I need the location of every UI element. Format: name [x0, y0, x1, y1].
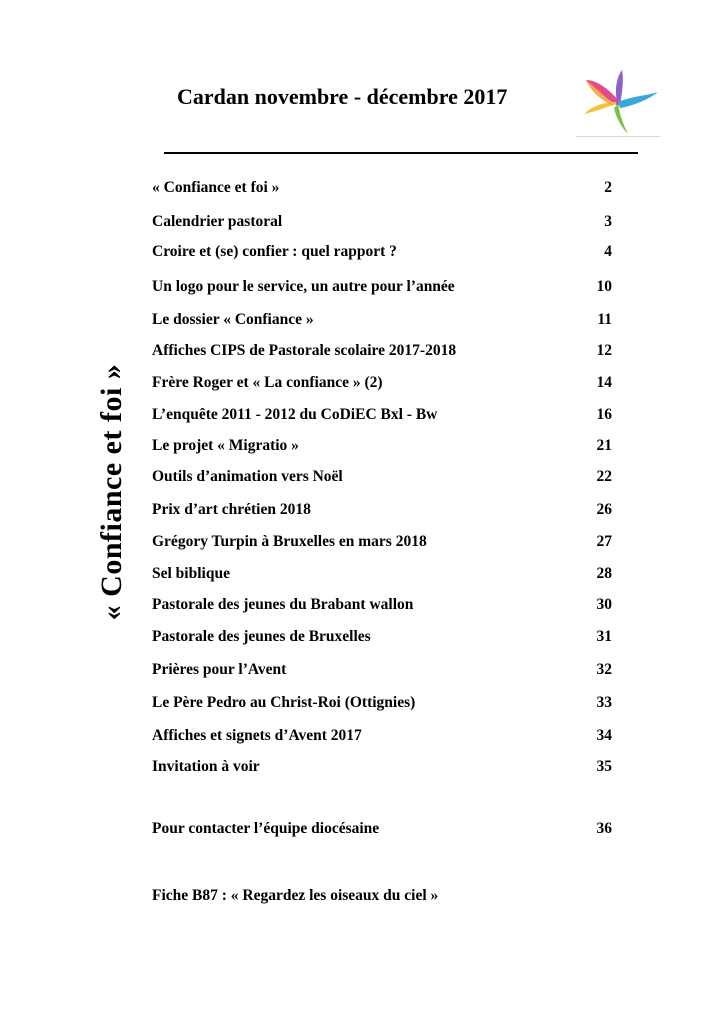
toc-page-number: 31 [596, 628, 612, 645]
toc-item [152, 468, 612, 490]
toc-label: « Confiance et foi » [152, 179, 280, 196]
toc-label: Sel biblique [152, 565, 230, 582]
toc-label: Outils d’animation vers Noël [152, 468, 343, 485]
toc-label: Le dossier « Confiance » [152, 311, 314, 328]
toc-label: Pastorale des jeunes de Bruxelles [152, 628, 371, 645]
toc-page-number: 32 [596, 661, 612, 678]
toc-item [152, 406, 612, 428]
toc-label: Invitation à voir [152, 758, 260, 775]
toc-label: Le projet « Migratio » [152, 437, 299, 454]
toc-item [152, 374, 612, 396]
toc-page-number: 2 [604, 179, 612, 196]
toc-page-number: 12 [596, 342, 612, 359]
toc-label: Prières pour l’Avent [152, 661, 287, 678]
toc-item [152, 179, 612, 201]
header-divider [164, 152, 638, 154]
toc-item [152, 820, 612, 842]
toc-item [152, 565, 612, 587]
toc-page-number: 21 [596, 437, 612, 454]
toc-item [152, 501, 612, 523]
toc-item [152, 243, 612, 265]
toc-page-number: 27 [596, 533, 612, 550]
toc-item [152, 278, 612, 300]
toc-page-number: 22 [596, 468, 612, 485]
toc-item [152, 694, 612, 716]
toc-label: Affiches et signets d’Avent 2017 [152, 727, 362, 744]
toc-item [152, 437, 612, 459]
toc-page-number: 10 [596, 278, 612, 295]
diocesan-cross-logo-icon [574, 66, 660, 138]
toc-page-number: 3 [604, 213, 612, 230]
toc-item [152, 311, 612, 333]
toc-label: Pastorale des jeunes du Brabant wallon [152, 596, 414, 613]
toc-label: Croire et (se) confier : quel rapport ? [152, 243, 397, 260]
toc-label: Le Père Pedro au Christ-Roi (Ottignies) [152, 694, 416, 711]
toc-page-number: 28 [596, 565, 612, 582]
toc-item [152, 628, 612, 650]
toc-page-number: 30 [596, 596, 612, 613]
toc-page-number: 11 [597, 311, 612, 328]
page-title: Cardan novembre - décembre 2017 [177, 84, 508, 109]
toc-item [152, 213, 612, 235]
logo-underline [576, 136, 660, 137]
toc-label: Grégory Turpin à Bruxelles en mars 2018 [152, 533, 427, 550]
toc-page-number: 33 [596, 694, 612, 711]
toc-label: Prix d’art chrétien 2018 [152, 501, 311, 518]
insert-sheet-note: Fiche B87 : « Regardez les oiseaux du ciel » [152, 887, 439, 904]
toc-page-number: 36 [596, 820, 612, 837]
toc-label: Pour contacter l’équipe diocésaine [152, 820, 380, 837]
toc-label: L’enquête 2011 - 2012 du CoDiEC Bxl - Bw [152, 406, 438, 423]
toc-page-number: 34 [596, 727, 612, 744]
toc-page-number: 14 [596, 374, 612, 391]
toc-item [152, 596, 612, 618]
toc-page-number: 35 [596, 758, 612, 775]
toc-page-number: 4 [604, 243, 612, 260]
toc-item [152, 661, 612, 683]
toc-label: Un logo pour le service, un autre pour l’année [152, 278, 455, 295]
toc-label: Affiches CIPS de Pastorale scolaire 2017-2018 [152, 342, 457, 359]
toc-item [152, 342, 612, 364]
toc-label: Calendrier pastoral [152, 213, 283, 230]
toc-item [152, 758, 612, 780]
toc-item [152, 533, 612, 555]
toc-item [152, 727, 612, 749]
toc-page-number: 26 [596, 501, 612, 518]
toc-label: Frère Roger et « La confiance » (2) [152, 374, 383, 391]
vertical-issue-title: « Confiance et foi » [95, 363, 128, 621]
toc-page-number: 16 [596, 406, 612, 423]
